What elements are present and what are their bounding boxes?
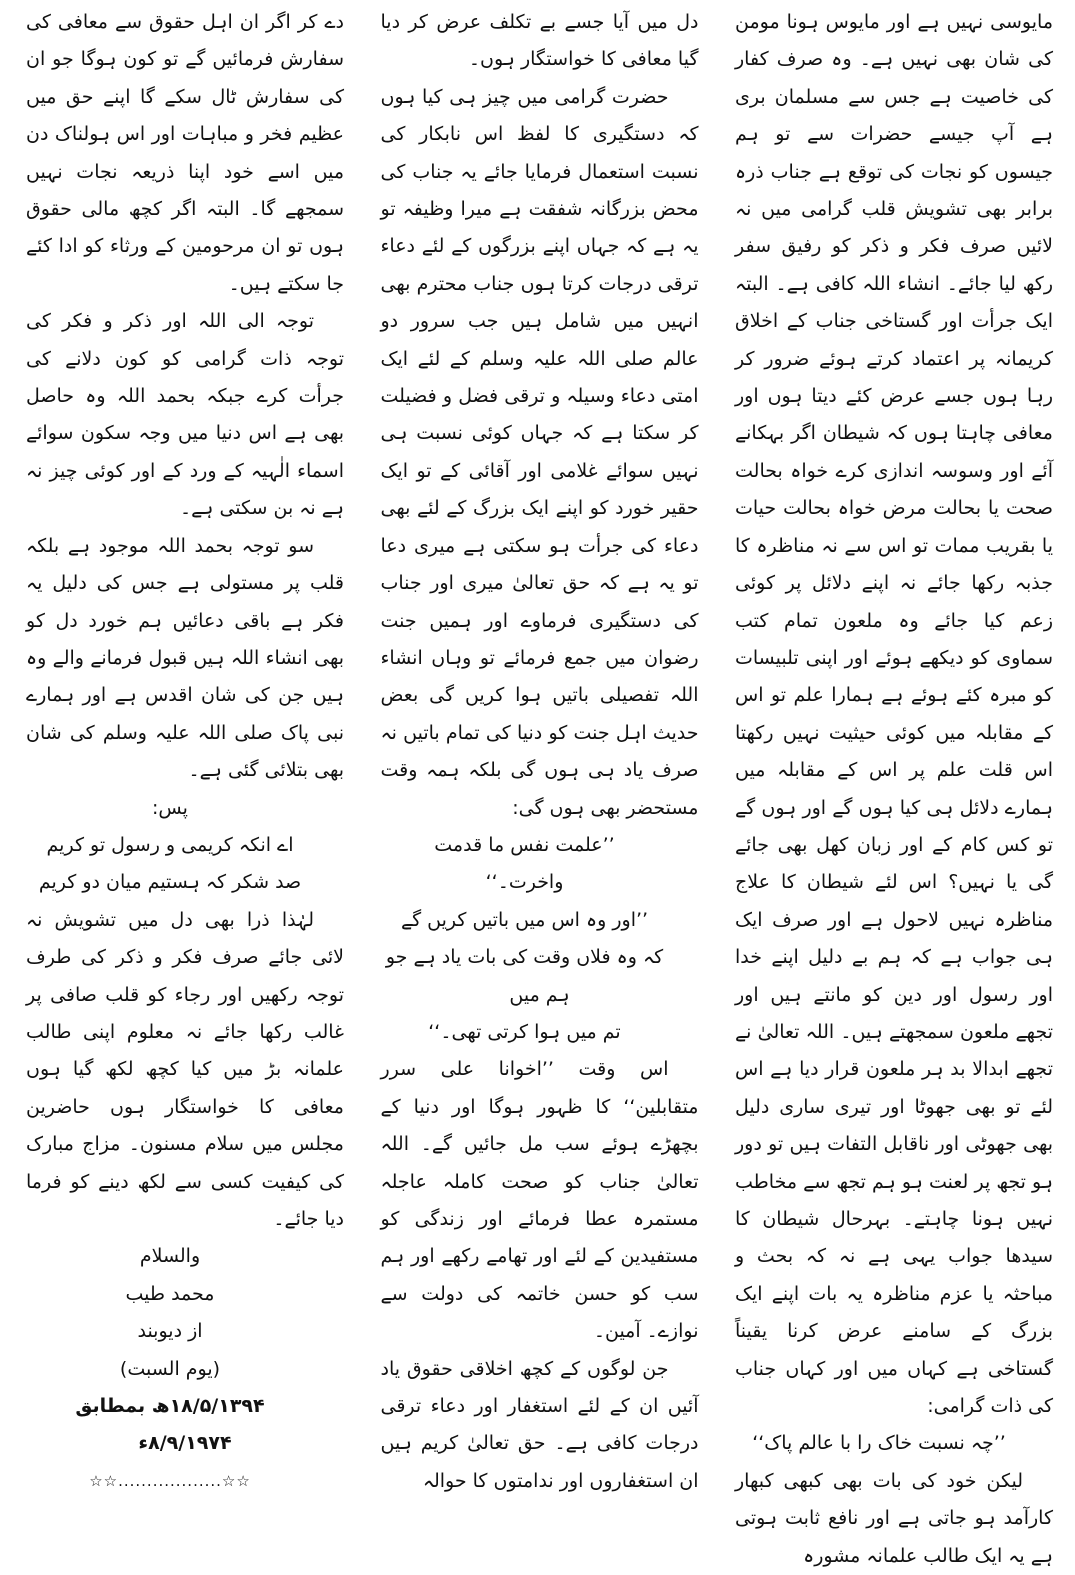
column-middle [380, 4, 699, 1492]
paragraph: لیکن خود کی بات بھی کبھی کبھار کارآمد ہو جاتی ہے اور نافع ثابت ہوتی ہے یہ ایک طالب علمانہ مشورہ [735, 1469, 1053, 1567]
persian-couplet-line: صد شکر کہ ہستیم میان دو کریم [38, 871, 302, 894]
quran-verse-line: ’’علمت نفس ما قدمت [434, 833, 615, 856]
paragraph: اس وقت ’’اخوانا علی سرر متقابلین‘‘ کا ظہور ہوگا اور دنیا کے بچھڑے ہوئے سب مل جائیں گے۔ اللہ تعالیٰ جناب کو صحت کاملہ عاجلہ مستمرہ عطا فرمائے اور زندگی کو مستفیدین کے لئے اور تھامے رکھے اور ہم سب کو حسن خاتمہ کی دولت سے نوازے۔ آمین۔ [380, 1058, 699, 1343]
persian-couplet-line: اے انکہ کریمی و رسول تو کریم [46, 833, 294, 856]
quran-verse-line: واخرت۔‘‘ [485, 871, 564, 894]
translation-line: ’’اور وہ اس میں باتیں کریں گے [400, 908, 649, 931]
paragraph: سو توجہ بحمد اللہ موجود ہے بلکہ قلب پر مستولی ہے جس کی دلیل یہ فکر ہے باقی دعائیں ہم خورد دل کو بھی انشاء اللہ ہیں قبول فرمانے والے وہ ہیں جن کی شان اقدس ہے اور ہمارے نبی پاک صلی اللہ علیہ وسلم کی شان بھی بتلائی گئی ہے۔ [26, 534, 344, 782]
paragraph: حضرت گرامی میں چیز ہی کیا ہوں کہ دستگیری کا لفظ اس نابکار کی نسبت استعمال فرمایا جائے یہ جناب کی محض بزرگانہ شفقت ہے میرا وظیفہ تو یہ ہے کہ جہاں اپنے بزرگوں کے لئے دعاء ترقی درجات کرتا ہوں جناب محترم بھی انہیں میں شامل ہیں جب سرور دو عالم صلی اللہ علیہ وسلم کے لئے ایک امتی دعاء وسیلہ و ترقی فضل و فضیلت کر سکتا ہے کہ جہاں کوئی نسبت ہی نہیں سوائے غلامی اور آقائی کے تو ایک حقیر خورد کو اپنے ایک بزرگ کے لئے بھی دعاء کی جرأت ہو سکتی ہے میری دعا تو یہ ہے کہ حق تعالیٰ میری اور جناب کی دستگیری فرماوے اور ہمیں جنت رضوان میں جمع فرمائے تو وہاں انشاء اللہ تفصیلی باتیں ہوا کریں گی بعض حدیث اہل جنت کو دنیا کی تمام باتیں نہ صرف یاد ہی ہوں گی بلکہ ہمہ وقت مستحضر بھی ہوں گی: [380, 85, 699, 819]
paragraph: جن لوگوں کے کچھ اخلاقی حقوق یاد آئیں ان کے لئے استغفار اور دعاء ترقی درجات کافی ہے۔ حق تعالیٰ کریم ہیں ان استغفاروں اور ندامتوں کا حوالہ [380, 1357, 699, 1492]
salutation: والسلام [139, 1245, 201, 1268]
paragraph: توجہ الی اللہ اور ذکر و فکر کی توجہ ذات گرامی کو کون دلانے کی جرأت کرے جبکہ بحمد اللہ وہ حاصل بھی ہے اس دنیا میں وجہ سکون سوائے اسماء الٰہیہ کے ورد کے اور کوئی چیز نہ ہے نہ بن سکتی ہے۔ [26, 310, 344, 520]
column-left [26, 4, 344, 1490]
persian-verse: ’’چہ نسبت خاک را با عالم پاک‘‘ [752, 1432, 1006, 1455]
paragraph: دل میں آیا جسے بے تکلف عرض کر دیا گیا معافی کا خواستگار ہوں۔ [380, 11, 699, 71]
paragraph: دے کر اگر ان اہل حقوق سے معافی کی سفارش فرمائیں گے تو کون ہوگا جو ان کی سفارش ٹال سکے گا اپنے حق میں عظیم فخر و مباہات اور اس ہولناک دن میں اسے خود اپنا ذریعہ نجات نہیں سمجھے گا۔ البتہ اگر کچھ مالی حقوق ہوں تو ان مرحومین کے ورثاء کو ادا کئے جا سکتے ہیں۔ [26, 11, 344, 295]
signature-date: ۱۸/۵/۱۳۹۴ھ بمطابق ۸/۹/۱۹۷۴ء [75, 1395, 265, 1455]
pas-label: پس: [152, 796, 188, 819]
signature-name: محمد طیب [125, 1282, 215, 1305]
column-right [735, 4, 1053, 1567]
paragraph: لہٰذا ذرا بھی دل میں تشویش نہ لائی جائے صرف فکر و ذکر کی طرف توجہ رکھیں اور رجاء کو قلب صافی پر غالب رکھا جائے نہ معلوم اپنی طالب علمانہ بڑ میں کیا کچھ لکھ گیا ہوں معافی کا خواستگار ہوں حاضرین مجلس میں سلام مسنون۔ مزاج مبارک کی کیفیت کسی سے لکھ دینے کو فرما دیا جائے۔ [26, 908, 344, 1230]
signature-day: (یوم السبت) [119, 1357, 221, 1380]
stars-divider: ☆☆..................☆☆ [89, 1471, 251, 1490]
paragraph: مایوسی نہیں ہے اور مایوس ہونا مومن کی شان بھی نہیں ہے۔ وہ صرف کفار کی خاصیت ہے جس سے مسلمان بری ہے آپ جیسے حضرات سے تو ہم جیسوں کو نجات کی توقع ہے جناب ذرہ برابر بھی تشویش قلب گرامی میں نہ لائیں صرف فکر و ذکر کو رفیق سفر رکھ لیا جائے۔ انشاء اللہ کافی ہے۔ البتہ ایک جرأت اور گستاخی جناب کے اخلاق کریمانہ پر اعتماد کرتے ہوئے ضرور کر رہا ہوں جسے عرض کئے دیتا ہوں اور معافی چاہتا ہوں کہ شیطان اگر بہکانے آئے اور وسوسہ اندازی کرے خواہ بحالت صحت یا بحالت مرض خواہ بحالت حیات یا بقریب ممات تو اس سے نہ مناظرہ کا جذبہ رکھا جائے نہ اپنے دلائل پر کوئی زعم کیا جائے وہ ملعون تمام کتب سماوی کو دیکھے ہوئے اور اپنی تلبیسات کو مبرہ کئے ہوئے ہے ہمارا علم تو اس کے مقابلہ میں کوئی حیثیت نہیں رکھتا اس قلت علم پر اس کے مقابلہ میں ہمارے دلائل ہی کیا ہوں گے اور ہوں گے تو کس کام کے اور زبان کھل بھی جائے گی یا نہیں؟ اس لئے شیطان کا علاج مناظرہ نہیں لاحول ہے اور صرف ایک ہی جواب ہے کہ ہم بے دلیل اپنے خدا اور رسول اور دین کو مانتے ہیں اور تجھے ملعون سمجھتے ہیں۔ اللہ تعالیٰ نے تجھے ابدالا بد ہر ملعون قرار دیا ہے اس لئے تو بھی جھوٹا اور تیری ساری دلیل بھی جھوٹی اور ناقابل التفات ہیں تو دور ہو تجھ پر لعنت ہو ہم تجھ سے مخاطب نہیں ہونا چاہتے۔ بہرحال شیطان کا سیدھا جواب یہی ہے نہ کہ بحث و مباحثہ یا عزم مناظرہ یہ بات اپنے ایک بزرگ کے سامنے عرض کرنا یقیناً گستاخی ہے کہاں میں اور کہاں جناب کی ذات گرامی: [735, 11, 1053, 1418]
signature-place: از دیوبند [137, 1320, 203, 1343]
translation-line: کہ وہ فلاں وقت کی بات یاد ہے جو ہم میں [385, 946, 664, 1006]
translation-line: تم میں ہوا کرتی تھی۔‘‘ [428, 1020, 621, 1043]
